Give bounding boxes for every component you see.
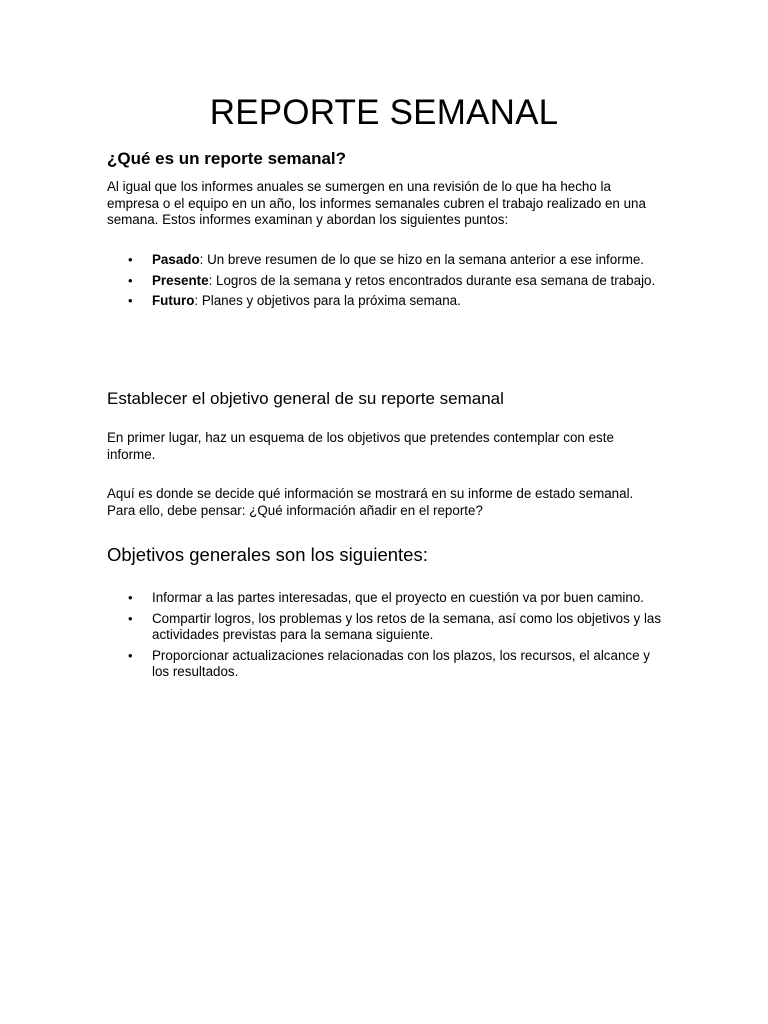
list-item xyxy=(107,590,662,607)
first-step-paragraph: En primer lugar, haz un esquema de los objetivos que pretendes contemplar con este informe. xyxy=(107,430,614,462)
list-item xyxy=(107,648,662,681)
list-item-text: Proporcionar actualizaciones relacionadas con los plazos, los recursos, el alcance y los resultados. xyxy=(152,647,650,679)
decision-paragraph: Aquí es donde se decide qué información se mostrará en su informe de estado semanal. Para ello, debe pensar: ¿Qué información añadir en el reporte? xyxy=(107,486,634,518)
bullet-icon: • xyxy=(128,252,133,267)
list-item-text: Compartir logros, los problemas y los retos de la semana, así como los objetivos y las actividades previstas para la semana siguiente. xyxy=(152,610,662,642)
objectives-list xyxy=(107,590,662,685)
bullet-icon: • xyxy=(128,293,133,308)
list-item-pasado xyxy=(107,252,662,269)
bullet-icon: • xyxy=(128,590,133,605)
bullet-icon: • xyxy=(128,647,133,663)
section-heading-goal: Establecer el objetivo general de su reporte semanal xyxy=(107,389,504,408)
section-heading-objectives: Objetivos generales son los siguientes: xyxy=(107,544,428,565)
list-item-term: Presente xyxy=(152,272,209,288)
list-item-futuro xyxy=(107,293,662,310)
bullet-icon: • xyxy=(128,272,133,288)
bullet-icon: • xyxy=(128,610,133,626)
list-item-text: : Un breve resumen de lo que se hizo en la semana anterior a ese informe. xyxy=(199,252,645,267)
section-heading-what-is: ¿Qué es un reporte semanal? xyxy=(107,149,347,168)
list-item xyxy=(107,611,662,644)
list-item-text: : Planes y objetivos para la próxima semana. xyxy=(194,293,461,308)
list-item-term: Pasado xyxy=(152,252,200,267)
list-item-presente xyxy=(107,273,662,290)
list-item-text: Informar a las partes interesadas, que el proyecto en cuestión va por buen camino. xyxy=(152,590,645,605)
points-list xyxy=(107,252,662,314)
intro-paragraph: Al igual que los informes anuales se sumergen en una revisión de lo que ha hecho la empresa o el equipo en un año, los informes semanales cubren el trabajo realizado en una semana. Estos informes examinan y abordan los siguientes puntos: xyxy=(107,179,646,227)
document-title: REPORTE SEMANAL xyxy=(209,93,559,132)
list-item-text: : Logros de la semana y retos encontrados durante esa semana de trabajo. xyxy=(208,272,656,288)
list-item-term: Futuro xyxy=(152,293,195,308)
